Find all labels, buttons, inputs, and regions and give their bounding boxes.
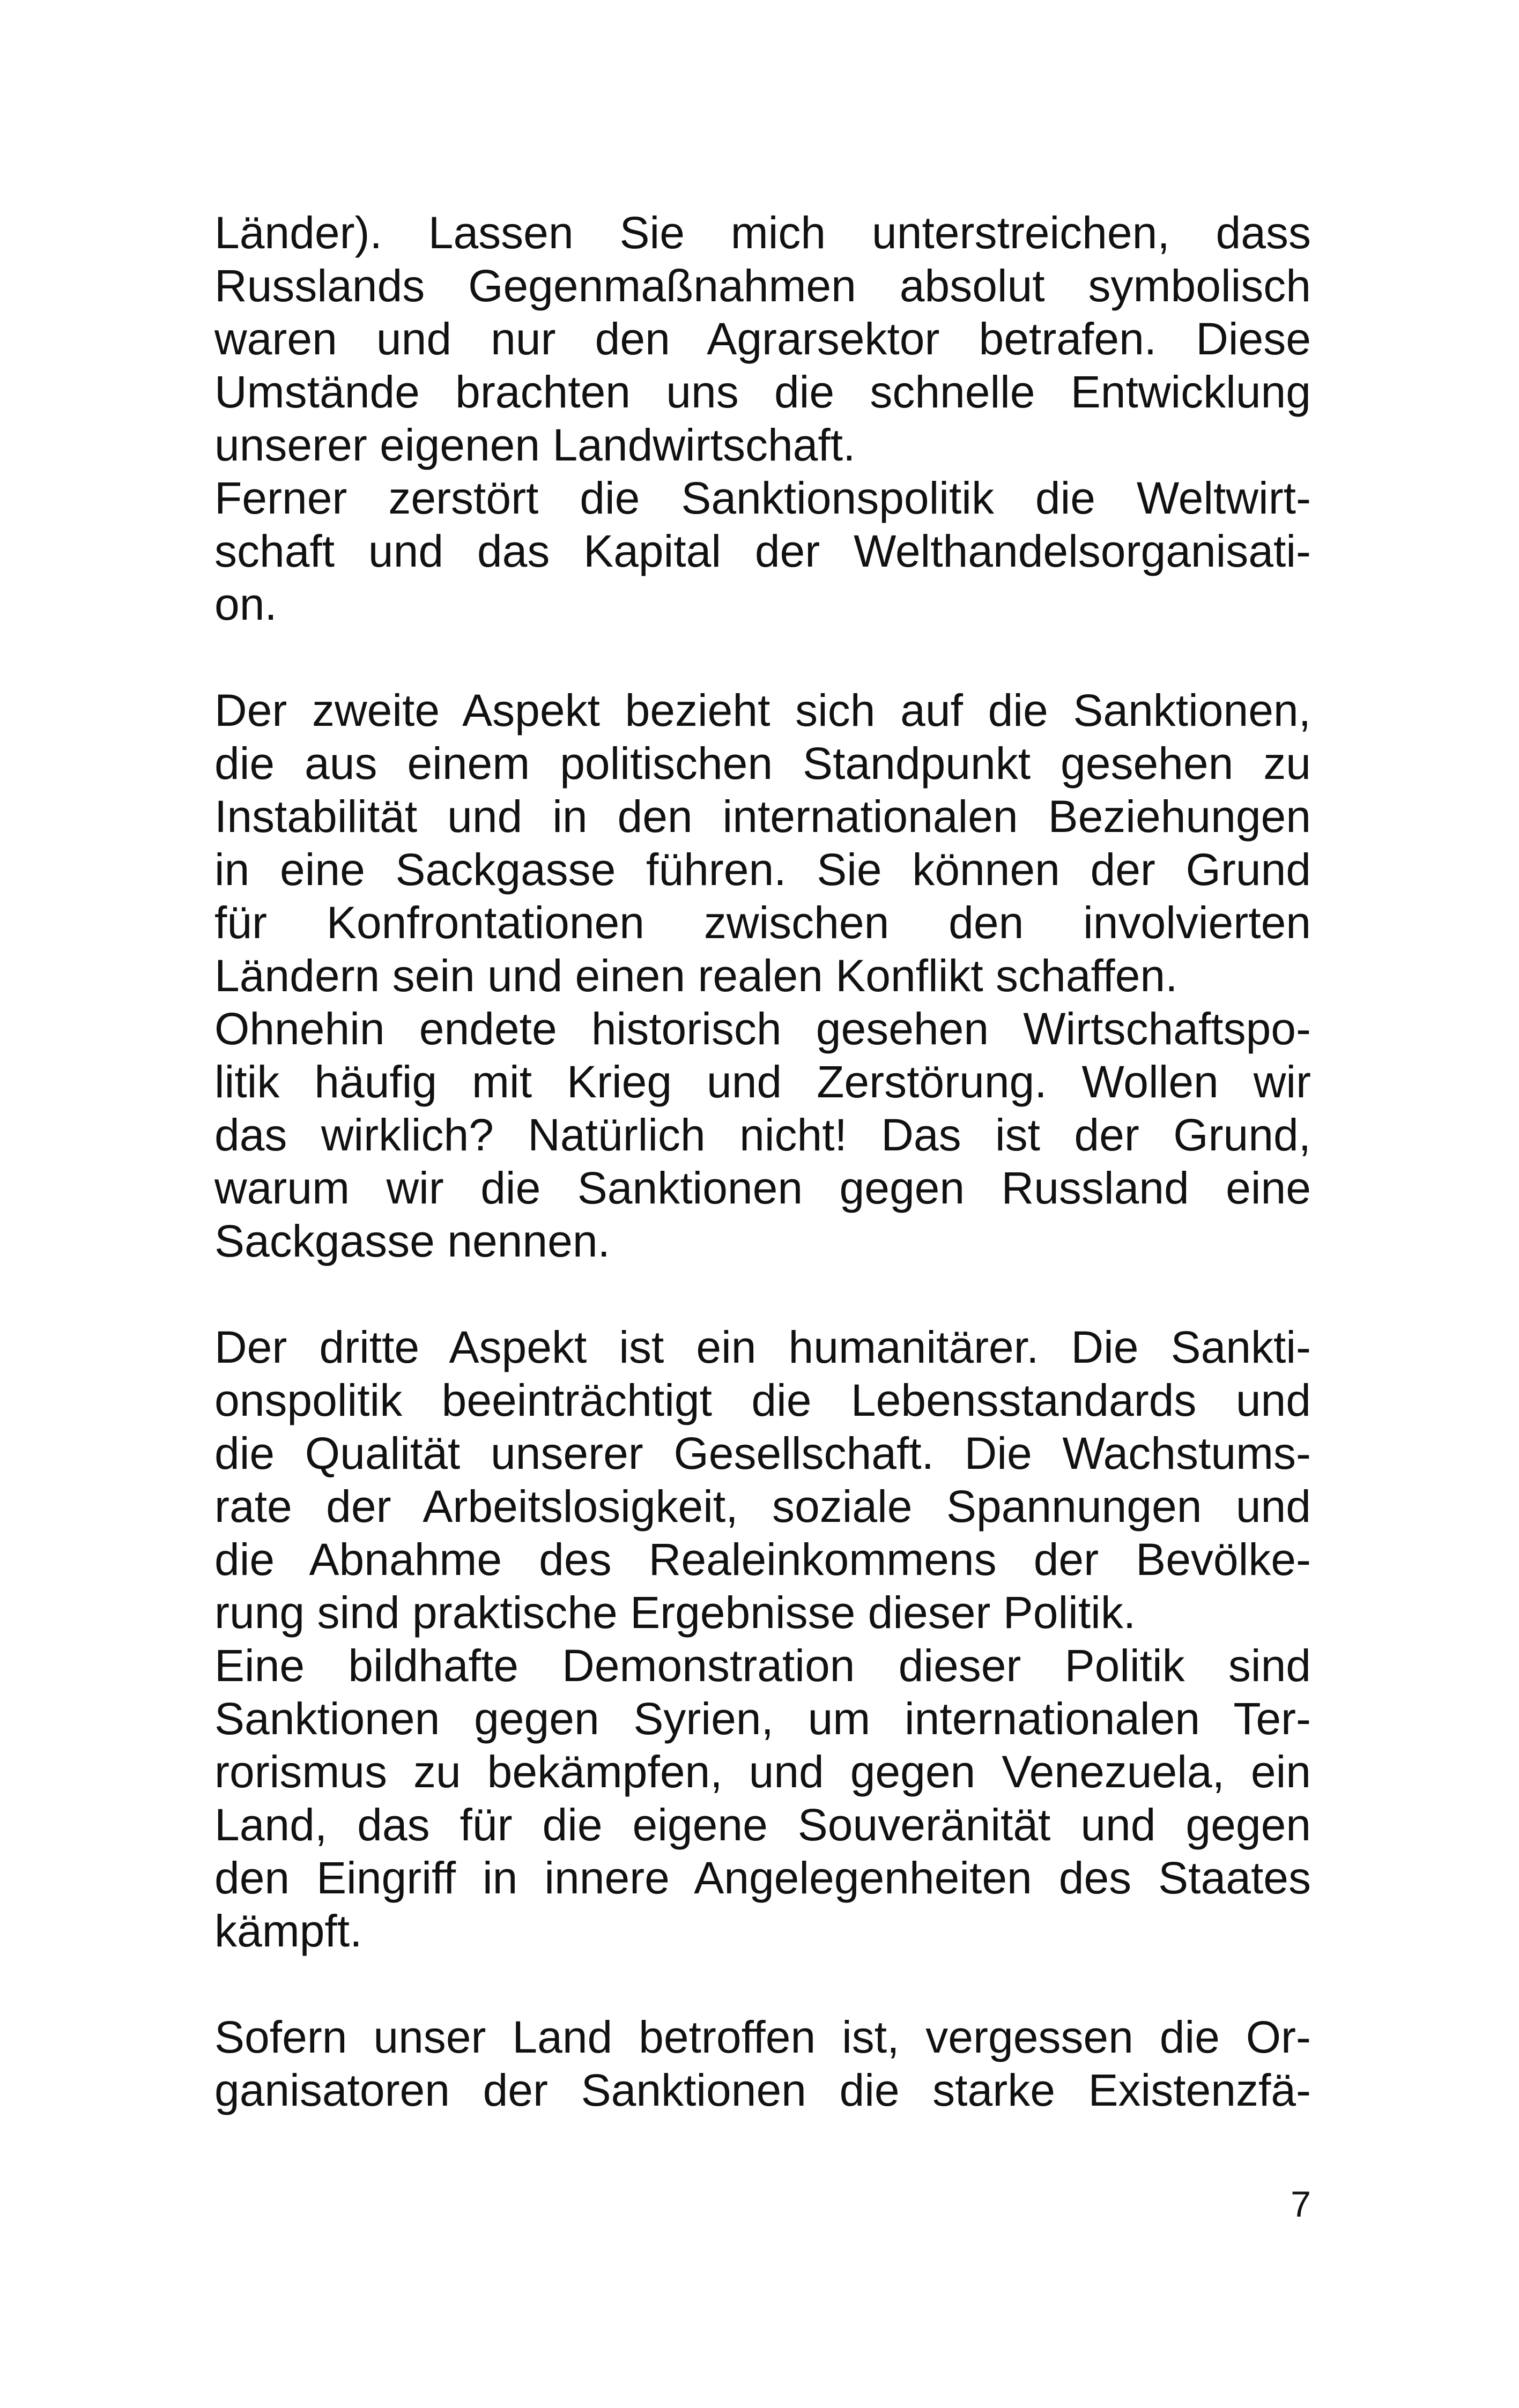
text-line: Russlands Gegenmaßnahmen absolut symbolisch <box>214 261 1311 311</box>
text-line: onspolitik beeinträchtigt die Lebensstandards und <box>214 1375 1311 1425</box>
text-line: unserer eigenen Landwirtschaft. <box>214 420 856 470</box>
text-line: Ferner zerstört die Sanktionspolitik die Weltwirt- <box>214 473 1311 523</box>
text-line: kämpft. <box>214 1906 362 1956</box>
text-line: die aus einem politischen Standpunkt gesehen zu <box>214 738 1311 789</box>
paragraph <box>214 472 1311 631</box>
text-line: Der zweite Aspekt bezieht sich auf die Sanktionen, <box>214 685 1311 735</box>
text-line: Sackgasse nennen. <box>214 1216 610 1266</box>
text-line: Eine bildhafte Demonstration dieser Politik sind <box>214 1640 1311 1691</box>
text-line: waren und nur den Agrarsektor betrafen. Diese <box>214 314 1311 364</box>
text-line: Sofern unser Land betroffen ist, vergessen die Or- <box>214 2012 1311 2062</box>
text-line: die Qualität unserer Gesellschaft. Die Wachstums- <box>214 1428 1311 1478</box>
paragraph-gap <box>214 1268 1311 1321</box>
paragraph <box>214 1002 1311 1268</box>
paragraph <box>214 1639 1311 1958</box>
text-line: in eine Sackgasse führen. Sie können der Grund <box>214 844 1311 895</box>
text-line: Der dritte Aspekt ist ein humanitärer. Die Sankti- <box>214 1322 1311 1372</box>
paragraph-gap <box>214 1958 1311 2011</box>
text-line: für Konfrontationen zwischen den involvierten <box>214 897 1311 948</box>
text-line: rate der Arbeitslosigkeit, soziale Spannungen und <box>214 1481 1311 1532</box>
text-line: Land, das für die eigene Souveränität und gegen <box>214 1800 1311 1850</box>
text-line: schaft und das Kapital der Welthandelsorganisati- <box>214 526 1311 576</box>
text-line: Ländern sein und einen realen Konflikt schaffen. <box>214 950 1178 1001</box>
text-line: warum wir die Sanktionen gegen Russland eine <box>214 1163 1311 1213</box>
text-line: litik häufig mit Krieg und Zerstörung. Wollen wir <box>214 1057 1311 1107</box>
text-line: Ohnehin endete historisch gesehen Wirtschaftspo- <box>214 1004 1311 1054</box>
paragraph <box>214 1321 1311 1639</box>
text-line: Instabilität und in den internationalen Beziehungen <box>214 791 1311 842</box>
text-line: rorismus zu bekämpfen, und gegen Venezuela, ein <box>214 1746 1311 1797</box>
text-line: on. <box>214 579 277 629</box>
paragraph <box>214 2011 1311 2117</box>
page-body <box>214 206 1311 2117</box>
text-line: rung sind praktische Ergebnisse dieser Politik. <box>214 1587 1136 1638</box>
text-line: ganisatoren der Sanktionen die starke Existenzfä- <box>214 2065 1311 2115</box>
page-number: 7 <box>1291 2184 1311 2225</box>
paragraph-gap <box>214 631 1311 684</box>
text-line: die Abnahme des Realeinkommens der Bevölke- <box>214 1534 1311 1585</box>
text-line: das wirklich? Natürlich nicht! Das ist der Grund, <box>214 1110 1311 1160</box>
paragraph <box>214 684 1311 1002</box>
text-line: den Eingriff in innere Angelegenheiten des Staates <box>214 1853 1311 1903</box>
text-line: Umstände brachten uns die schnelle Entwicklung <box>214 367 1311 417</box>
text-line: Sanktionen gegen Syrien, um internationalen Ter- <box>214 1693 1311 1744</box>
paragraph <box>214 206 1311 472</box>
text-line: Länder). Lassen Sie mich unterstreichen, dass <box>214 207 1311 258</box>
